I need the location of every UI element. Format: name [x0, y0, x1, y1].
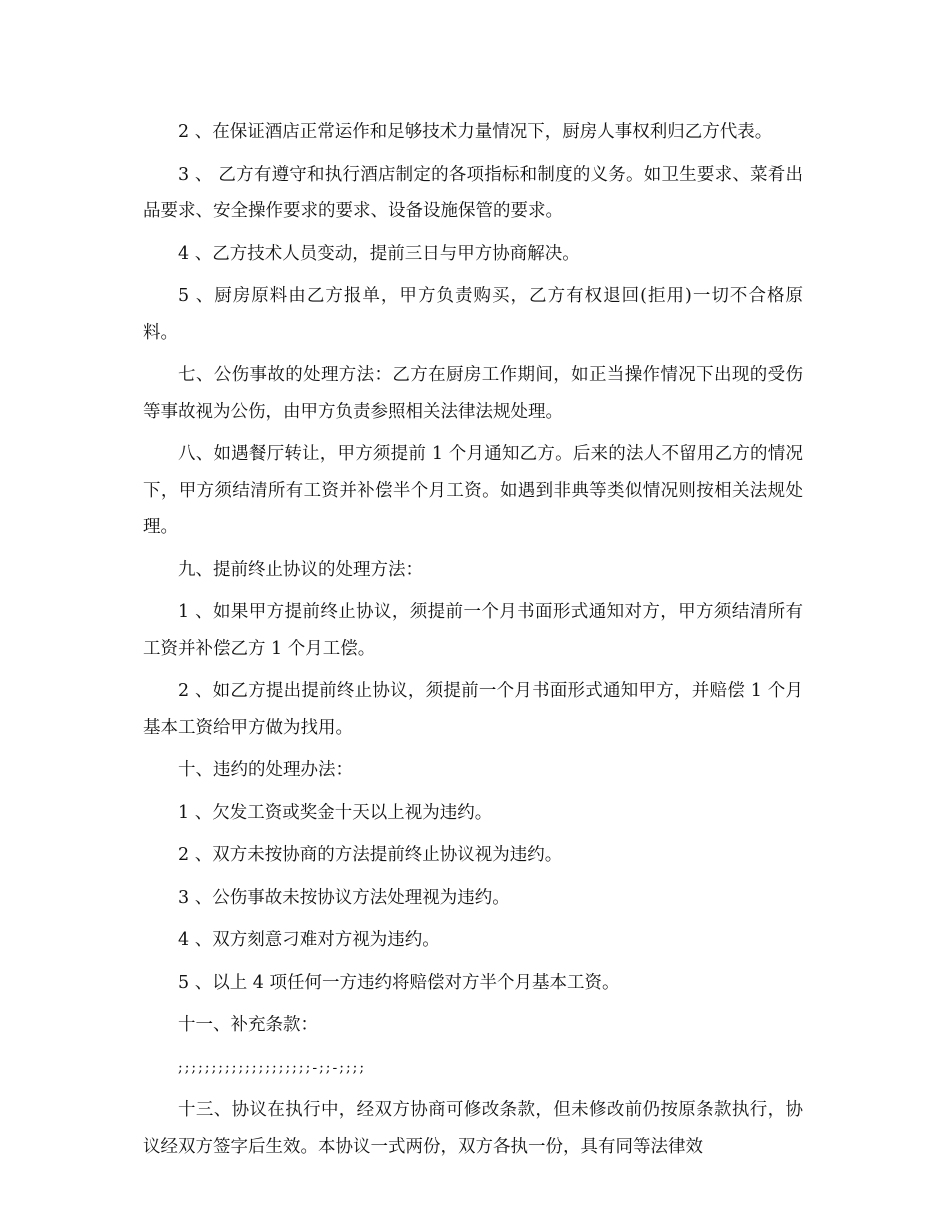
clause-2-kitchen-personnel: 2 、在保证酒店正常运作和足够技术力量情况下，厨房人事权利归乙方代表。 — [178, 122, 773, 142]
section-9-heading: 九、提前终止协议的处理方法： — [178, 559, 423, 580]
section-10-item-1: 1 、欠发工资或奖金十天以上视为违约。 — [178, 802, 493, 823]
section-10-item-5: 5 、以上 4 项任何一方违约将赔偿对方半个月基本工资。 — [178, 972, 620, 993]
section-9-item-1: 1 、如果甲方提前终止协议，须提前一个月书面形式通知对方，甲方须结清所有工资并补偿乙方 1 个月工偿。 — [143, 602, 803, 659]
section-10-heading: 十、违约的处理办法： — [178, 760, 353, 780]
clause-4-staff-changes: 4 、乙方技术人员变动，提前三日与甲方协商解决。 — [178, 243, 580, 264]
section-10-item-2: 2 、双方未按协商的方法提前终止协议视为违约。 — [178, 845, 563, 865]
clause-5-ingredients: 5 、厨房原料由乙方报单，甲方负责购买，乙方有权退回(拒用)一切不合格原料。 — [143, 286, 803, 343]
supplementary-blank-line: ;;;;;;;;;;;;;;;;;;;;-;;-;;;; — [178, 1059, 367, 1076]
section-10-item-4: 4 、双方刻意刁难对方视为违约。 — [178, 930, 440, 950]
section-7-work-injury: 七、公伤事故的处理方法：乙方在厨房工作期间，如正当操作情况下出现的受伤等事故视为公伤，由甲方负责参照相关法律法规处理。 — [143, 365, 803, 422]
section-9-item-2: 2 、如乙方提出提前终止协议，须提前一个月书面形式通知甲方，并赔偿 1 个月基本工资给甲方做为找用。 — [143, 681, 803, 738]
clause-3-obligations: 3 、 乙方有遵守和执行酒店制定的各项指标和制度的义务。如卫生要求、菜肴出品要求、安全操作要求的要求、设备设施保管的要求。 — [143, 164, 803, 221]
section-8-transfer: 八、如遇餐厅转让，甲方须提前 1 个月通知乙方。后来的法人不留用乙方的情况下，甲方须结清所有工资并补偿半个月工资。如遇到非典等类似情况则按相关法规处理。 — [143, 444, 803, 537]
section-13-amendment: 十三、协议在执行中，经双方协商可修改条款，但未修改前仍按原条款执行，协议经双方签字后生效。本协议一式两份，双方各执一份，具有同等法律效 — [143, 1100, 803, 1157]
section-11-heading: 十一、补充条款： — [178, 1015, 318, 1035]
section-10-item-3: 3 、公伤事故未按协议方法处理视为违约。 — [178, 887, 510, 908]
document-body — [143, 114, 803, 1171]
